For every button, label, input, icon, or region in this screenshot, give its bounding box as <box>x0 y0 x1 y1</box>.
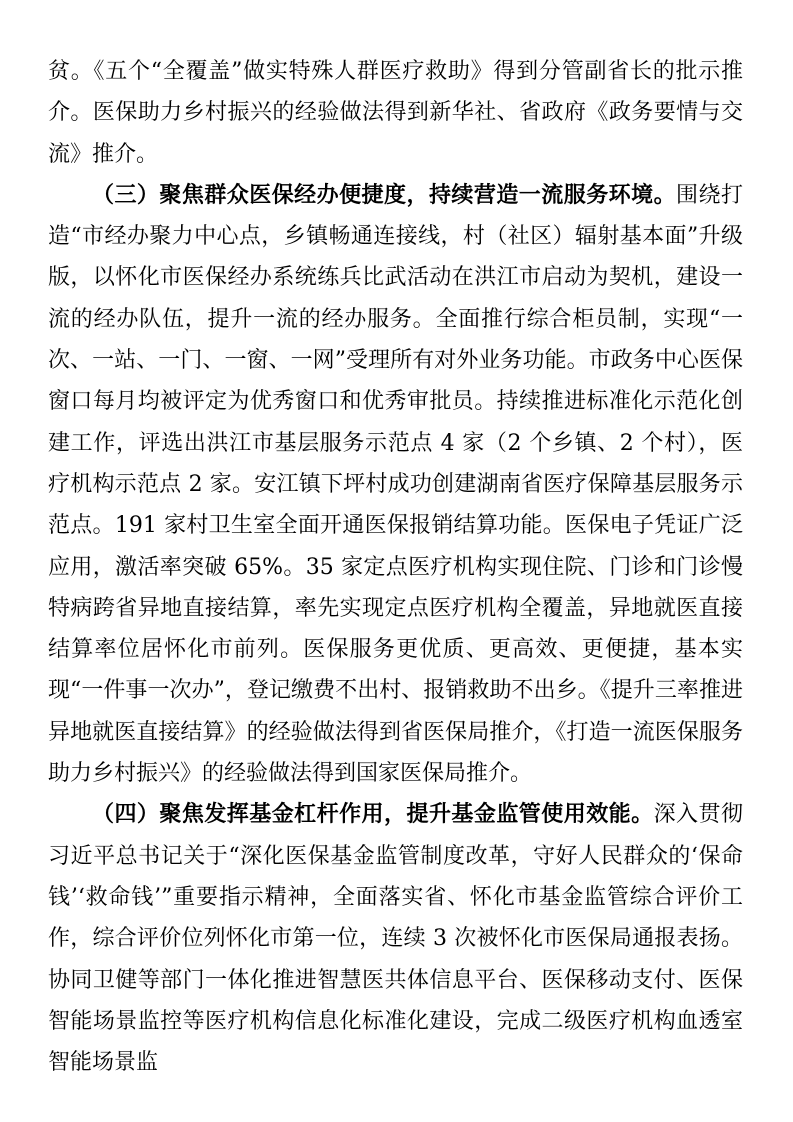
paragraph-text: 贫。《五个“全覆盖”做实特殊人群医疗救助》得到分管副省长的批示推介。医保助力乡村振兴的经验做法得到新华社、省政府《政务要情与交流》推介。 <box>48 59 743 167</box>
section-4-heading: （四）聚焦发挥基金杠杆作用，提升基金监管使用效能。 <box>92 801 654 828</box>
section-3-heading: （三）聚焦群众医保经办便捷度，持续营造一流服务环境。 <box>92 181 677 208</box>
paragraph-section-3 <box>48 175 743 794</box>
paragraph-section-4 <box>48 794 743 1083</box>
paragraph-continuation <box>48 51 743 175</box>
paragraph-text: 围绕打造“市经办聚力中心点，乡镇畅通连接线，村（社区）辐射基本面”升级版，以怀化市医保经办系统练兵比武活动在洪江市启动为契机，建设一流的经办队伍，提升一流的经办服务。全面推行综合柜员制，实现“一次、一站、一门、一窗、一网”受理所有对外业务功能。市政务中心医保窗口每月均被评定为优秀窗口和优秀审批员。持续推进标准化示范化创建工作，评选出洪江市基层服务示范点 4 家（2 个乡镇、2 个村），医疗机构示范点 2 家。安江镇下坪村成功创建湖南省医疗保障基层服务示范点。191 家村卫生室全面开通医保报销结算功能。医保电子凭证广泛应用，激活率突破 65%。35 家定点医疗机构实现住院、门诊和门诊慢特病跨省异地直接结算，率先实现定点医疗机构全覆盖，异地就医直接结算率位居怀化市前列。医保服务更优质、更高效、更便捷，基本实现“一件事一次办”，登记缴费不出村、报销救助不出乡。《提升三率推进异地就医直接结算》的经验做法得到省医保局推介，《打造一流医保服务助力乡村振兴》的经验做法得到国家医保局推介。 <box>48 182 743 787</box>
paragraph-text: 深入贯彻习近平总书记关于“深化医保基金监管制度改革，守好人民群众的‘保命钱’‘救命钱’”重要指示精神，全面落实省、怀化市基金监管综合评价工作，综合评价位列怀化市第一位，连续 3 次被怀化市医保局通报表扬。协同卫健等部门一体化推进智慧医共体信息平台、医保移动支付、医保智能场景监控等医疗机构信息化标准化建设，完成二级医疗机构血透室智能场景监 <box>48 802 743 1076</box>
